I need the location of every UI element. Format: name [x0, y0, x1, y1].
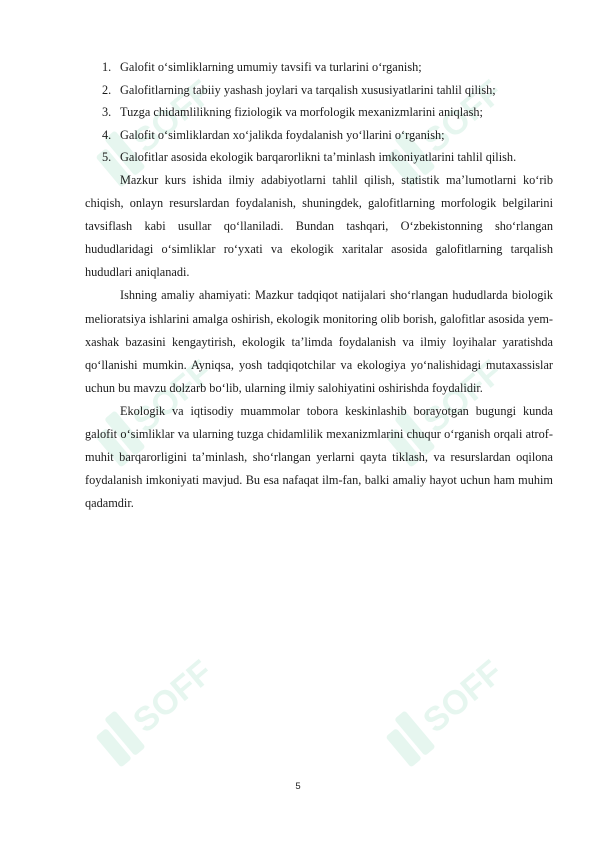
list-item	[85, 101, 553, 124]
list-item-number: 5.	[102, 150, 112, 165]
list-item-text: Galofitlarning tabiiy yashash joylari va tarqalish xususiyatlarini tahlil qilish;	[120, 82, 496, 97]
paragraph-methods: Mazkur kurs ishida ilmiy adabiyotlarni tahlil qilish, statistik ma’lumotlarni ko‘rib chiqish, onlayn resurslardan foydalanish, shuningdek, galofitlarning morfologik belgilarini tavsiflash kabi usullar qo‘llaniladi. Bundan tashqari, O‘zbekistonning sho‘rlangan hududlaridagi o‘simliklar ro‘yxati va ekologik xaritalar asosida galofitlarning tarqalish hududlari aniqlanadi.	[85, 172, 553, 280]
paragraph-practical-significance: Ishning amaliy ahamiyati: Mazkur tadqiqot natijalari sho‘rlangan hududlarda biologik melioratsiya ishlarini amalga oshirish, ekologik monitoring olib borish, galofitlar asosida yem-xashak bazasini kengaytirish, ekologik ta’limda foydalanish va ilmiy loyihalar yaratishda qo‘llanishi mumkin. Ayniqsa, yosh tadqiqotchilar va ekologiya yo‘nalishidagi mutaxassislar uchun bu mavzu dolzarb bo‘lib, ularning ilmiy salohiyatini oshirishda foydalidir.	[85, 288, 553, 395]
svg-text:SOFF: SOFF	[416, 72, 510, 161]
list-item	[85, 146, 553, 169]
page-number: 5	[295, 781, 301, 792]
list-item-number: 1.	[102, 60, 112, 74]
watermark-logo	[70, 640, 250, 770]
list-item-text: Galofit o‘simliklardan xo‘jalikda foydalanish yo‘llarini o‘rganish;	[120, 127, 445, 142]
paragraph-conclusion: Ekologik va iqtisodiy muammolar tobora keskinlashib borayotgan bugungi kunda galofit o‘simliklar va ularning tuzga chidamlilik mexanizmlarini chuqur o‘rganish orqali atrof-muhit barqarorligini ta’minlash, sho‘rlangan yerlarni qayta tiklash, va resurslardan oqilona foydalanish imkoniyati mavjud. Bu esa nafaqat ilm-fan, balki amaliy hayot uchun ham muhim qadamdir.	[85, 403, 553, 511]
svg-text:SOFF: SOFF	[126, 652, 220, 741]
svg-text:SOFF: SOFF	[416, 352, 510, 441]
list-item-number: 2.	[102, 82, 112, 97]
watermark-logo	[360, 640, 540, 770]
list-item	[85, 56, 553, 79]
goals-list	[85, 56, 553, 169]
list-item-text: Tuzga chidamlilikning fiziologik va morfologik mexanizmlarini aniqlash;	[120, 105, 483, 120]
document-body	[85, 56, 553, 515]
svg-text:SOFF: SOFF	[126, 72, 220, 161]
list-item-text: Galofit o‘simliklarning umumiy tavsifi va turlarini o‘rganish;	[120, 60, 422, 74]
list-item-number: 3.	[102, 105, 112, 120]
list-item	[85, 124, 553, 147]
svg-text:SOFF: SOFF	[126, 352, 220, 441]
list-item	[85, 79, 553, 102]
list-item-text: Galofitlar asosida ekologik barqarorlikni ta’minlash imkoniyatlarini tahlil qilish.	[120, 150, 517, 165]
list-item-number: 4.	[102, 127, 112, 142]
svg-text:SOFF: SOFF	[416, 652, 510, 741]
